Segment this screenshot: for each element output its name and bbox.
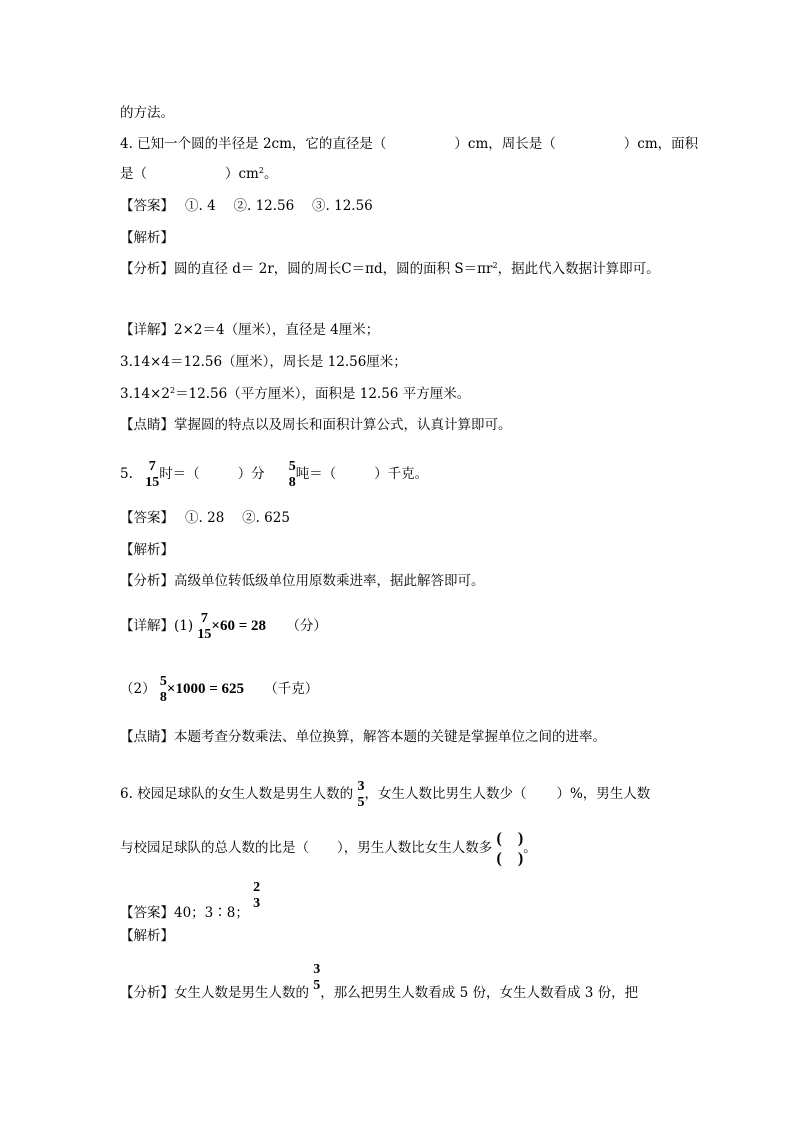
q4-question-line2 [120,165,277,183]
text: ＝12.56（平方厘米），面积是 12.56 平方厘米。 [175,386,471,402]
text: ）分 [237,466,265,482]
text-line: 的方法。 [120,105,174,121]
text: 【分析】女生人数是男生人数的 [120,985,309,1001]
q5-fenxi: 【分析】高级单位转低级单位用原数乘进率，据此解答即可。 [120,573,485,589]
text: ）%，男生人数 [556,786,651,802]
q6-fenxi [120,962,638,1017]
fraction-numerator: 7 [200,610,208,626]
blank-fraction [497,829,524,869]
q4-detail-line2: 3.14×4＝12.56（厘米），周长是 12.56厘米； [120,354,407,370]
fraction-denominator: 15 [197,626,212,642]
fraction [253,880,260,912]
superscript: 2 [258,166,264,175]
text: ）cm，面积 [623,136,699,152]
text: 6. 校园足球队的女生人数是男生人数的 [120,786,354,802]
fraction-denominator: 8 [288,474,296,490]
q4-detail-line3 [120,385,470,403]
text: ）千克。 [374,466,429,482]
equation: ×1000 = 625 [166,681,244,697]
q6-question-line1 [120,770,650,818]
fraction-denominator: 5 [357,794,365,810]
fraction [145,459,159,491]
q4-detail-line1: 【详解】2×2＝4（厘米），直径是 4厘米； [120,322,380,338]
superscript: 2 [492,261,498,270]
text: 【详解】(1) [120,618,194,634]
q6-jiexi: 【解析】 [120,928,174,944]
text: ），男生人数比女生人数多 [337,840,493,856]
text: ，据此代入数据计算即可。 [497,261,660,277]
fraction-denominator: 15 [145,474,160,490]
q5-jiexi: 【解析】 [120,542,174,558]
text: 4. 已知一个圆的半径是 2cm，它的直径是（ [120,136,387,152]
fraction-numerator: 3 [357,778,365,794]
fraction-numerator: 5 [159,673,167,689]
text: 时＝（ [159,466,200,482]
fraction [197,611,211,643]
text: 。 [263,166,278,182]
text: 吨＝（ [295,466,337,482]
superscript: 2 [169,386,176,395]
text: ）cm [225,166,259,182]
equation: ×60 = 28 [211,618,267,634]
unit: （分） [286,618,327,634]
text: 与校园足球队的总人数的比是（ [120,840,309,856]
text: 是（ [120,166,147,182]
q4-fenxi [120,260,660,278]
q4-jiexi: 【解析】 [120,230,174,246]
fraction-denominator: 8 [159,689,167,705]
q5-answer: 【答案】 ①. 28 ②. 625 [120,510,290,526]
fraction [160,674,167,706]
q5-question [120,450,428,498]
fraction-denominator: 3 [253,896,261,911]
text: ）cm，周长是（ [454,136,556,152]
fraction-numerator: 5 [288,458,296,474]
text: 3.14×2 [120,386,170,402]
q5-dianjing: 【点睛】本题考查分数乘法、单位换算，解答本题的关键是掌握单位之间的进率。 [120,729,606,745]
fraction-numerator: 2 [253,880,261,895]
fraction-denominator-blank: ( ) [496,849,524,867]
text: ，女生人数比男生人数少（ [364,786,527,802]
text: 。 [523,840,537,856]
question-number: 5. [120,466,133,482]
fraction [289,459,296,491]
q6-question-line2 [120,820,537,876]
q4-dianjing: 【点睛】掌握圆的特点以及周长和面积计算公式，认真计算即可。 [120,417,512,433]
q4-question-line1 [120,135,698,153]
fraction-numerator-blank: ( ) [496,829,524,847]
fraction-numerator: 3 [313,962,321,977]
text: 【分析】圆的直径 d＝ 2r，圆的周长C＝πd，圆的面积 S＝πr [120,261,493,277]
q4-answer: 【答案】 ①. 4 ②. 12.56 ③. 12.56 [120,198,373,214]
text: ，那么把男生人数看成 5 份，女生人数看成 3 份，把 [320,985,639,1001]
text: 【答案】40；3∶8； [120,905,249,921]
unit: （千克） [264,681,319,697]
fraction-denominator: 5 [313,978,321,993]
text: （2） [120,681,156,697]
q5-detail-line1 [120,604,327,648]
q5-detail-line2 [120,667,318,711]
fraction-numerator: 7 [148,458,156,474]
